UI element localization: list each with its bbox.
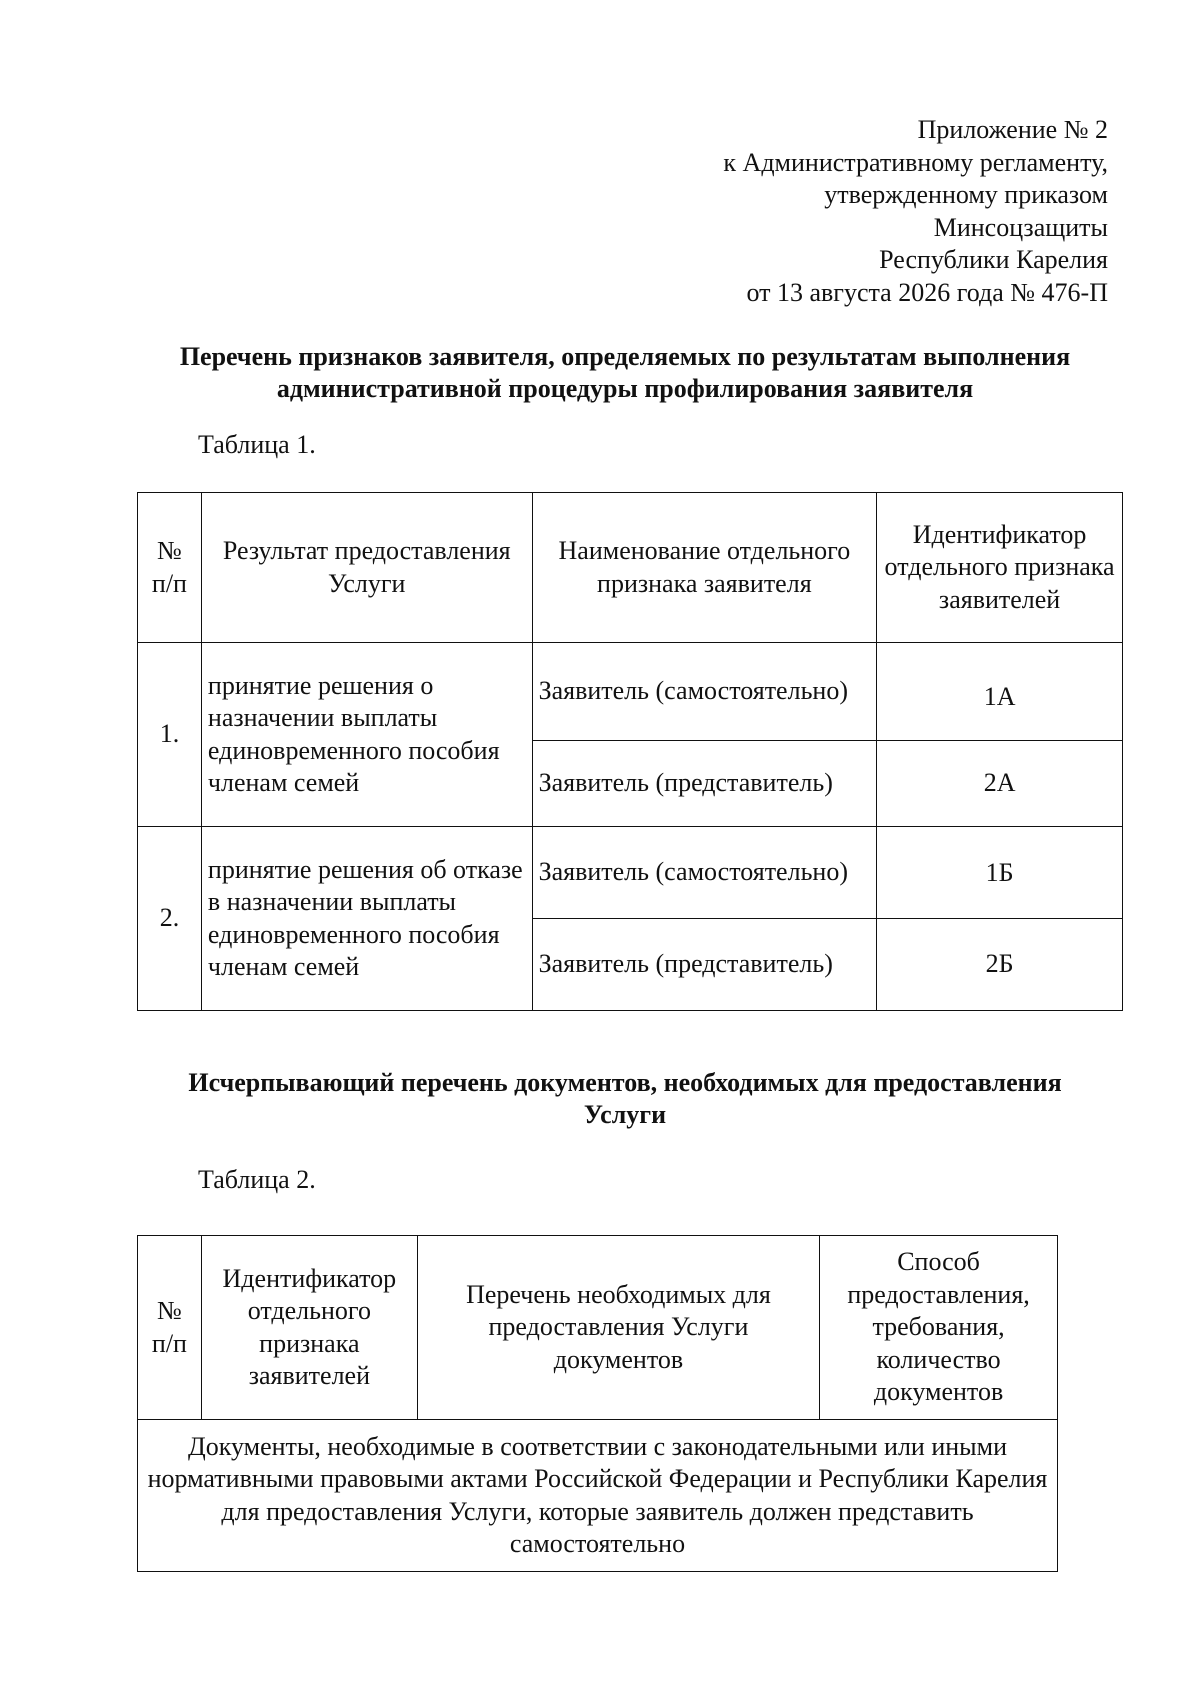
table-header-row <box>138 1236 1058 1420</box>
row-feature: Заявитель (самостоятельно) <box>532 827 877 919</box>
table-row <box>138 827 1123 919</box>
header-cell-documents: Перечень необходимых для предоставления Услуги документов <box>417 1236 819 1420</box>
header-cell-feature: Наименование отдельного признака заявителя <box>532 493 877 643</box>
row-identifier: 1А <box>877 643 1123 741</box>
table1 <box>137 492 1123 1011</box>
row-feature: Заявитель (самостоятельно) <box>532 643 877 741</box>
table-row <box>138 643 1123 741</box>
appendix-line: Приложение № 2 <box>917 115 1108 144</box>
table2 <box>137 1235 1058 1572</box>
section1-heading <box>136 341 1114 405</box>
row-identifier: 1Б <box>877 827 1123 919</box>
appendix-line: утвержденному приказом <box>824 180 1108 209</box>
appendix-line: Минсоцзащиты <box>933 212 1108 242</box>
row-identifier: 2А <box>877 741 1123 827</box>
section2-heading <box>136 1067 1114 1131</box>
appendix-line: Республики Карелия <box>879 245 1108 274</box>
heading-line: Перечень признаков заявителя, определяемых по результатам выполнения <box>179 342 1071 371</box>
appendix-reference <box>723 114 1108 309</box>
row-identifier: 2Б <box>877 919 1123 1011</box>
table2-caption: Таблица 2. <box>198 1165 316 1194</box>
heading-line: Исчерпывающий перечень документов, необходимых для предоставления <box>188 1068 1062 1097</box>
header-cell-result: Результат предоставления Услуги <box>201 493 532 643</box>
header-cell-number: № п/п <box>138 1236 202 1420</box>
heading-line: административной процедуры профилирования заявителя <box>276 374 974 403</box>
row-number: 1. <box>138 643 202 827</box>
row-number: 2. <box>138 827 202 1011</box>
row-feature: Заявитель (представитель) <box>532 919 877 1011</box>
appendix-line: к Административному регламенту, <box>723 147 1108 177</box>
header-cell-method: Способ предоставления, требования, количество документов <box>820 1236 1058 1420</box>
heading-line: Услуги <box>583 1100 667 1129</box>
table1-caption: Таблица 1. <box>198 430 316 459</box>
section-span-cell: Документы, необходимые в соответствии с законодательными или иными нормативными правовыми актами Российской Федерации и Республики Карелия для предоставления Услуги, которые заявитель должен представить самостоятельно <box>138 1420 1058 1572</box>
table-header-row <box>138 493 1123 643</box>
row-feature: Заявитель (представитель) <box>532 741 877 827</box>
row-result: принятие решения об отказе в назначении выплаты единовременного пособия членам семей <box>201 827 532 1011</box>
header-cell-number: № п/п <box>138 493 202 643</box>
header-cell-identifier: Идентификатор отдельного признака заявителей <box>201 1236 417 1420</box>
appendix-line: от 13 августа 2026 года № 476-П <box>746 277 1108 307</box>
header-cell-identifier: Идентификатор отдельного признака заявителей <box>877 493 1123 643</box>
table-row <box>138 1420 1058 1572</box>
row-result: принятие решения о назначении выплаты единовременного пособия членам семей <box>201 643 532 827</box>
